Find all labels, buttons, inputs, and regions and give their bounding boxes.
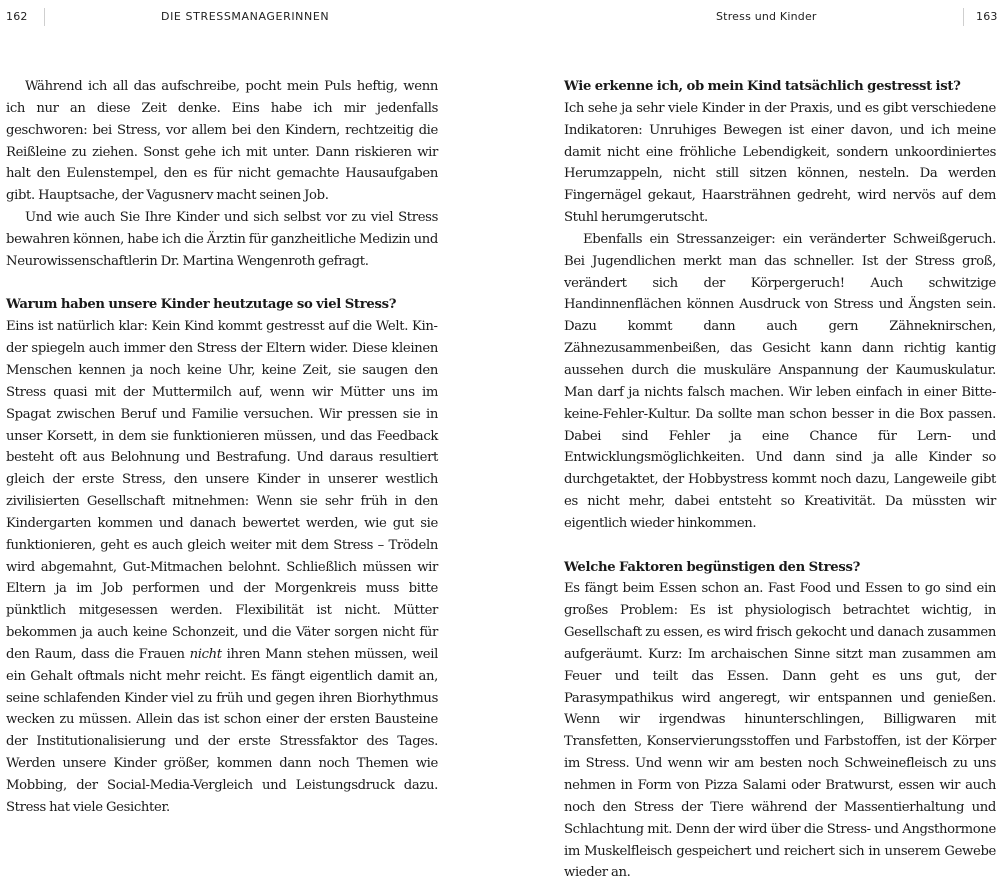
- right-body-text: [564, 76, 996, 884]
- answer-paragraph-4: Es fängt beim Essen schon an. Fast Food und Essen to go sind ein großes Problem: Es ist physiologisch betrachtet wichtig, in Gesellschaft zu essen, es wird frisch gekocht und danach zusammen aufgeräumt. Kurz: Im archaischen Sinne sitzt man zusammen am Feuer und teilt das Essen. Dann geht es uns gut, der Parasympathikus wird angeregt, wir entspannen und genießen. Wenn wir irgendwas hinunterschlingen, Billigwaren mit Transfetten, Konservierungsstoffen und Farbstoffen, ist der Körper im Stress. Und wenn wir am besten noch Schweinefleisch zu uns nehmen in Form von Pizza Salami oder Bratwurst, essen wir auch noch den Stress der Tiere während der Massentierhaltung und Schlachtung mit. Denn der wird über die Stress- und Angsthormone im Muskelfleisch gespeichert und reichert sich in unserem Gewebe wieder an.: [564, 581, 996, 881]
- intro-paragraph-2: Und wie auch Sie Ihre Kinder und sich selbst vor zu viel Stress bewahren können, habe ich die Ärztin für ganzheitliche Medizin und Neurowissenschaftlerin Dr. Martina Wengenroth gefragt.: [6, 210, 438, 269]
- right-page: [500, 0, 1000, 881]
- header-divider: [963, 8, 964, 26]
- section-gap: [564, 535, 996, 557]
- section-gap: [6, 273, 438, 295]
- question-heading-3: Welche Faktoren begünstigen den Stress?: [564, 559, 861, 575]
- answer-paragraph-2: Ich sehe ja sehr viele Kinder in der Praxis, und es gibt verschiedene Indikatoren: Unruhiges Bewegen ist einer davon, und ich meine damit nicht eine fröhliche Lebendigkeit, sondern unkoordiniertes Herumzappeln, nicht still sitzen können, nesteln. Da werden Fingernägel gekaut, Haarsträhnen gedreht, wird nervös auf dem Stuhl herumgerutscht.: [564, 100, 996, 226]
- emphasis-word: nicht: [189, 646, 222, 662]
- left-body-text: [6, 76, 438, 819]
- left-page: [0, 0, 500, 815]
- right-running-title: Stress und Kinder: [716, 10, 817, 23]
- answer-text-b: ihren Mann stehen müssen, weil ein Gehalt oftmals nicht mehr reicht. Es fängt eigentlich damit an, seine schlafenden Kinder viel zu früh und gegen ihren Biorhythmus wecken zu müssen. Allein das ist schon einer der ersten Bausteine der Institutionalisierung und der erste Stressfaktor des Tages. Werden unsere Kinder größer, kommen dann noch Themen wie Mobbing, der Social-Media-Vergleich und Leistungsdruck dazu. Stress hat viele Gesichter.: [6, 646, 438, 815]
- left-running-title: DIE STRESSMANAGERINNEN: [161, 10, 330, 23]
- header-divider: [44, 8, 45, 26]
- left-running-head: [6, 8, 496, 28]
- right-running-head: [500, 8, 1000, 28]
- left-page-number: 162: [6, 10, 28, 23]
- answer-paragraph-3: Ebenfalls ein Stressanzeiger: ein veränderter Schweißgeruch. Bei Jugendlichen merkt man das schneller. Ist der Stress groß, verändert sich der Körpergeruch! Auch schwitzige Handinnenflächen können Ausdruck von Stress und Ängsten sein. Dazu kommt dann auch gern Zähneknirschen, Zähnezusammenbeißen, das Gesicht kann dann richtig kantig aussehen durch die muskuläre Anspannung der Kaumuskulatur. Man darf ja nichts falsch machen. Wir leben einfach in einer Bitte-keine-Fehler-Kultur. Da sollte man schon besser in die Box passen. Dabei sind Fehler ja eine Chance für Lern- und Entwicklungsmöglichkeiten. Und dann sind ja alle Kinder so durchgetaktet, der Hobbystress kommt noch dazu, Langeweile gibt es nicht mehr, dabei entsteht so Kreativität. Da müssten wir eigentlich wieder hinkommen.: [564, 231, 996, 531]
- question-heading-1: Warum haben unsere Kinder heutzutage so viel Stress?: [6, 297, 397, 313]
- question-heading-2: Wie erkenne ich, ob mein Kind tatsächlich gestresst ist?: [564, 79, 961, 94]
- right-page-number: 163: [976, 10, 998, 23]
- intro-paragraph-1: Während ich all das aufschreibe, pocht mein Puls heftig, wenn ich nur an diese Zeit denke. Eins habe ich mir jedenfalls geschworen: bei Stress, vor allem bei den Kindern, rechtzeitig die Reißleine zu ziehen. Sonst gehe ich mit unter. Dann riskieren wir halt den Eulenstempel, den es für nicht gemachte Hausaufgaben gibt. Hauptsache, der Vagusnerv macht seinen Job.: [6, 79, 438, 204]
- answer-text-a: Eins ist natürlich klar: Kein Kind kommt gestresst auf die Welt. Kinder spiegeln auch immer den Stress der Eltern wider. Diese kleinen Menschen kennen ja noch keine Uhr, keine Zeit, sie saugen den Stress quasi mit der Muttermilch auf, wenn wir Mütter uns im Spagat zwischen Beruf und Familie versuchen. Wir pressen sie in unser Korsett, in dem sie funktionieren müssen, und das Feedback besteht oft aus Belohnung und Bestrafung. Und daraus resultiert gleich der erste Stress, den unsere Kinder in unserer westlich zivilisierten Gesellschaft mitnehmen: Wenn sie sehr früh in den Kindergarten kommen und danach bewertet werden, wie gut sie funktionieren, geht es auch gleich weiter mit dem Stress – Trödeln wird abgemahnt, Gut-Mitmachen belohnt. Schließlich müssen wir Eltern ja im Job performen und der Morgenkreis muss bitte pünktlich mitgesessen werden. Flexibilität ist nicht. Mütter bekommen ja auch keine Schonzeit, und die Väter sorgen nicht für den Raum, dass die Frauen: [6, 319, 438, 662]
- answer-paragraph-1: [6, 316, 438, 818]
